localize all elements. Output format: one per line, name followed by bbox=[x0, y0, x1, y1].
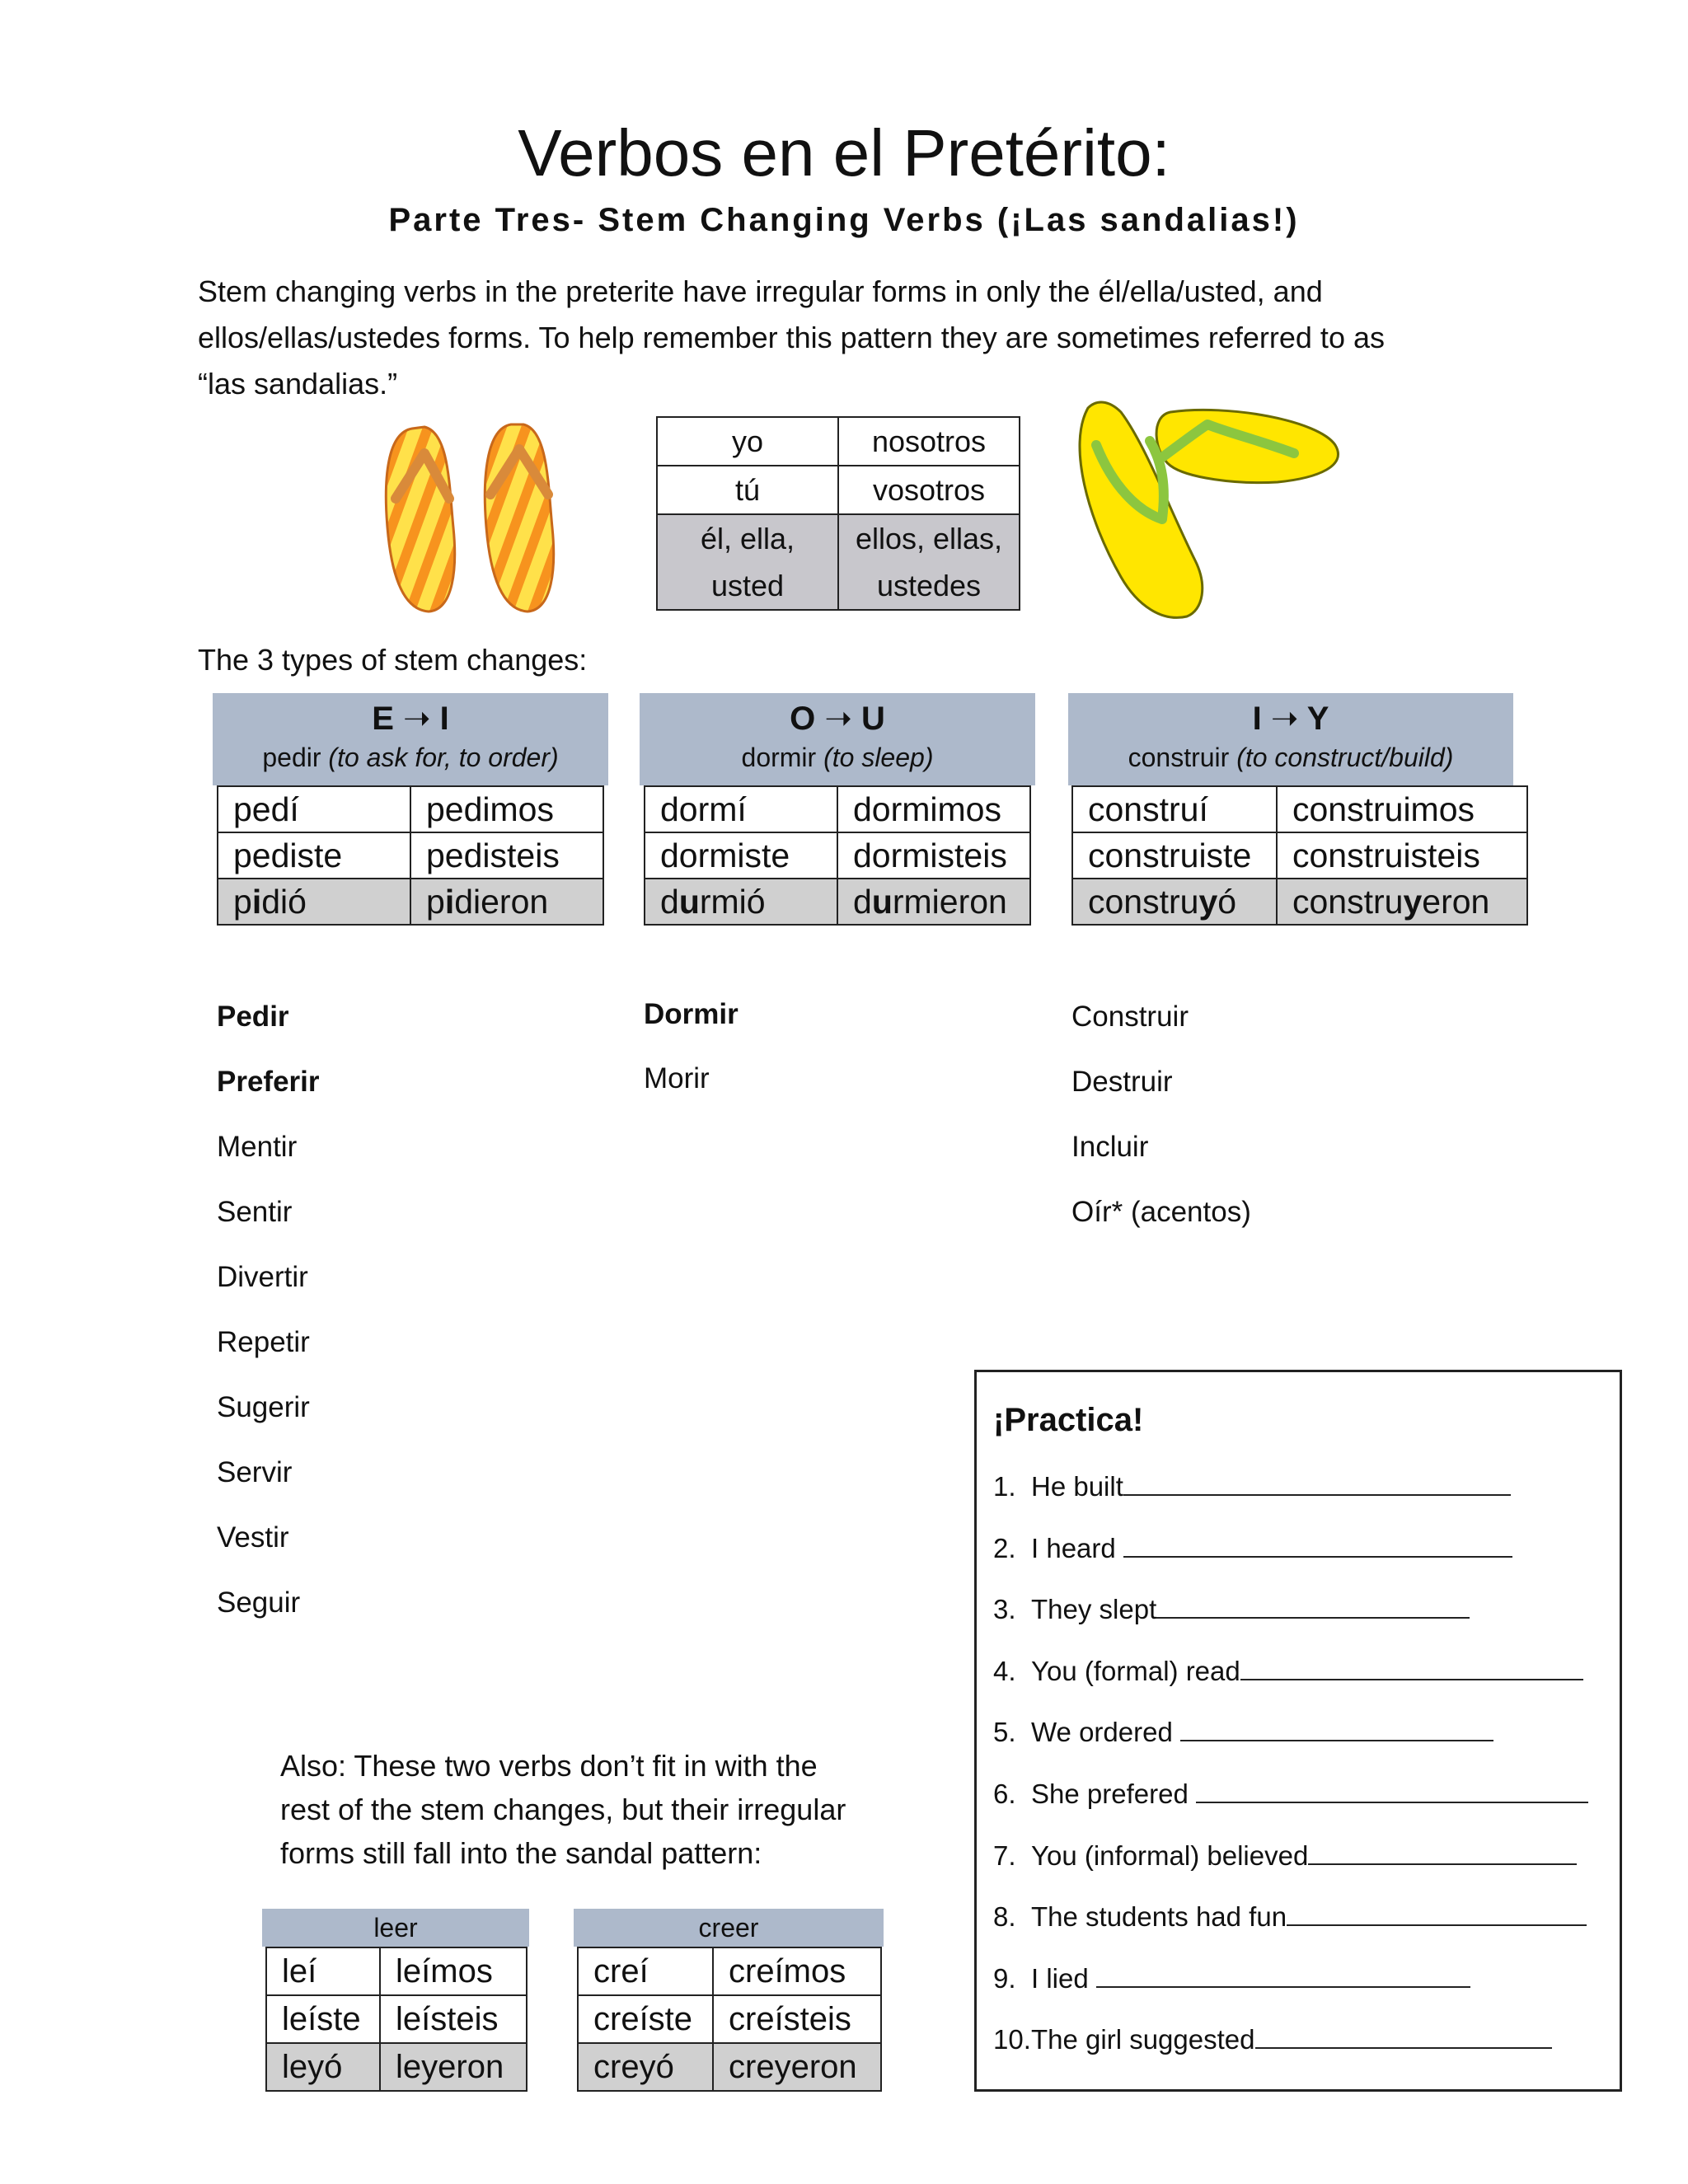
answer-blank[interactable] bbox=[1240, 1654, 1583, 1680]
leer-table: leí leímos leíste leísteis leyó leyeron bbox=[265, 1947, 528, 2092]
answer-blank[interactable] bbox=[1096, 1961, 1470, 1988]
leer-header: leer bbox=[262, 1909, 529, 1947]
stem-header-e-i: E ➝ I pedir (to ask for, to order) bbox=[213, 693, 608, 785]
verb-list-e-i: Pedir Preferir Mentir Sentir Divertir Repetir Sugerir Servir Vestir Seguir bbox=[217, 1001, 320, 1619]
answer-blank[interactable] bbox=[1180, 1715, 1493, 1741]
striped-sandals-image bbox=[379, 412, 602, 618]
stem-table-e-i: pedí pedimos pediste pedisteis pidió pidieron bbox=[217, 785, 604, 926]
practice-list bbox=[993, 1469, 1588, 2084]
stem-table-i-y: construí construimos construiste construisteis construyó construyeron bbox=[1071, 785, 1528, 926]
practice-item: 7. You (informal) believed bbox=[993, 1839, 1588, 1900]
answer-blank[interactable] bbox=[1255, 2022, 1552, 2049]
yellow-sandals-image bbox=[1071, 396, 1352, 626]
intro-paragraph: Stem changing verbs in the preterite have irregular forms in only the él/ella/usted, and ellos/ellas/ustedes forms. To help remember this pattern they are sometimes referred to as “las sandalias.” bbox=[198, 274, 1385, 401]
practice-item: 4. You (formal) read bbox=[993, 1654, 1588, 1716]
practice-item: 8. The students had fun bbox=[993, 1900, 1588, 1961]
practice-box bbox=[974, 1370, 1622, 2092]
answer-blank[interactable] bbox=[1287, 1900, 1587, 1926]
stem-table-o-u: dormí dormimos dormiste dormisteis durmió durmieron bbox=[644, 785, 1031, 926]
verb-list-i-y: Construir Destruir Incluir Oír* (acentos) bbox=[1071, 1001, 1251, 1228]
answer-blank[interactable] bbox=[1196, 1777, 1588, 1803]
creer-table: creí creímos creíste creísteis creyó creyeron bbox=[577, 1947, 882, 2092]
practice-item: 10.The girl suggested bbox=[993, 2022, 1588, 2084]
answer-blank[interactable] bbox=[1308, 1839, 1577, 1865]
types-label: The 3 types of stem changes: bbox=[198, 643, 588, 677]
also-paragraph: Also: These two verbs don’t fit in with the rest of the stem changes, but their irregular forms still fall into the sandal pattern: bbox=[280, 1749, 846, 1870]
page-subtitle: Parte Tres- Stem Changing Verbs (¡Las sandalias!) bbox=[388, 202, 1300, 238]
answer-blank[interactable] bbox=[1123, 1469, 1511, 1496]
practice-item: 9. I lied bbox=[993, 1961, 1588, 2023]
creer-header: creer bbox=[574, 1909, 884, 1947]
practice-item: 6. She prefered bbox=[993, 1777, 1588, 1839]
answer-blank[interactable] bbox=[1123, 1531, 1512, 1558]
practice-item: 1. He built bbox=[993, 1469, 1588, 1531]
practice-item: 2. I heard bbox=[993, 1531, 1588, 1593]
stem-header-o-u: O ➝ U dormir (to sleep) bbox=[640, 693, 1035, 785]
answer-blank[interactable] bbox=[1156, 1592, 1470, 1619]
pronoun-table: yo nosotros tú vosotros él, ella, usted ellos, ellas, ustedes bbox=[656, 416, 1020, 611]
practice-item: 5. We ordered bbox=[993, 1715, 1588, 1777]
verb-list-o-u: Dormir Morir bbox=[644, 998, 738, 1094]
page-title: Verbos en el Pretérito: bbox=[518, 116, 1170, 190]
practice-title: ¡Practica! bbox=[993, 1402, 1144, 1438]
practice-item: 3. They slept bbox=[993, 1592, 1588, 1654]
stem-header-i-y: I ➝ Y construir (to construct/build) bbox=[1068, 693, 1513, 785]
